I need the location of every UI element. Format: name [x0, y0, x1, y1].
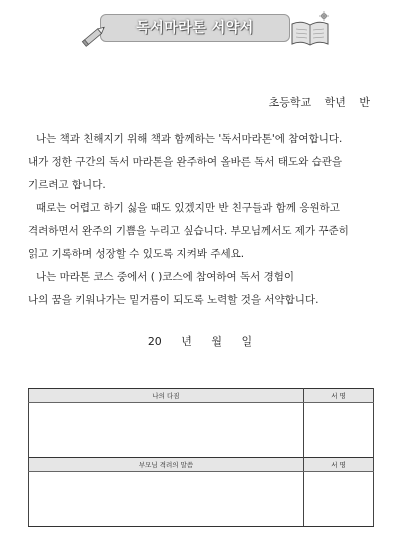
signature-header: 서 명 — [304, 389, 374, 403]
signature-field[interactable] — [304, 403, 374, 458]
page-title: 독서마라톤 서약서 — [136, 20, 254, 36]
table-header-row — [29, 389, 374, 403]
pledge-line: 내가 정한 구간의 독서 마라톤을 완주하여 올바른 독서 태도와 습관을 — [28, 156, 343, 168]
pledge-line: 나는 마라톤 코스 중에서 ( )코스에 참여하여 독서 경험이 — [36, 271, 295, 283]
table-header-row — [29, 458, 374, 472]
signature-header: 서 명 — [304, 458, 374, 472]
date-line: 20 년 월 일 — [147, 335, 253, 348]
pledge-paragraph — [28, 128, 383, 312]
table-row — [29, 403, 374, 458]
pledge-signature-table — [28, 388, 374, 527]
pledge-line: 나의 꿈을 키워나가는 밑거름이 되도록 노력할 것을 서약합니다. — [28, 294, 319, 306]
school-grade-class-line: 초등학교 학년 반 — [268, 96, 370, 109]
signature-field[interactable] — [304, 472, 374, 527]
table-row — [29, 472, 374, 527]
pledge-line: 기르려고 합니다. — [28, 179, 106, 191]
parent-encouragement-header: 부모님 격려의 말씀 — [29, 458, 304, 472]
open-book-icon — [288, 10, 332, 50]
my-resolution-header: 나의 다짐 — [29, 389, 304, 403]
pencil-icon — [80, 20, 110, 50]
my-resolution-field[interactable] — [29, 403, 304, 458]
pledge-line: 나는 책과 친해지기 위해 책과 함께하는 '독서마라톤'에 참여합니다. — [36, 133, 343, 145]
pledge-line: 때로는 어렵고 하기 싫을 때도 있겠지만 반 친구들과 함께 응원하고 — [36, 202, 340, 214]
pledge-line: 읽고 기록하며 성장할 수 있도록 지켜봐 주세요. — [28, 248, 245, 260]
parent-encouragement-field[interactable] — [29, 472, 304, 527]
pledge-line: 격려하면서 완주의 기쁨을 누리고 싶습니다. 부모님께서도 제가 꾸준히 — [28, 225, 349, 237]
title-banner — [100, 14, 290, 42]
